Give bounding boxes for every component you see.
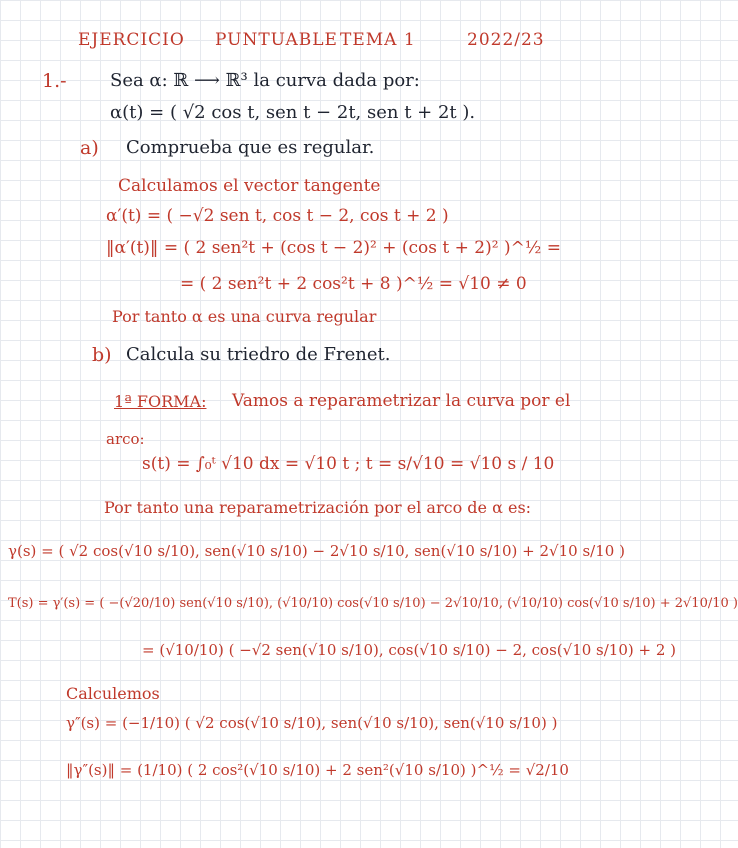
part-a-label: a): [80, 137, 99, 159]
part-b-repar-intro: Por tanto una reparametrización por el arco de α es:: [104, 498, 532, 517]
problem-statement-line-1: Sea α: ℝ ⟶ ℝ³ la curva dada por:: [110, 70, 420, 91]
header-ejercicio: EJERCICIO: [78, 30, 185, 50]
part-b-arclength: s(t) = ∫₀ᵗ √10 dx = √10 t ; t = s/√10 = √10 s / 10: [142, 454, 555, 474]
part-b-second-derivative: γ″(s) = (−1/10) ( √2 cos(√10 s/10), sen(√10 s/10), sen(√10 s/10) ): [66, 714, 558, 732]
part-b-tangent-line-1: T(s) = γ′(s) = ( −(√20/10) sen(√10 s/10), (√10/10) cos(√10 s/10) − 2√10/10, (√10/10) cos(√10 s/10) + 2√10/10 ): [8, 596, 738, 611]
part-a-norm-line-1: ‖α′(t)‖ = ( 2 sen²t + (cos t − 2)² + (cos t + 2)² )^½ =: [106, 238, 561, 258]
part-b-forma-text: Vamos a reparametrizar la curva por el: [232, 391, 571, 411]
header-tema: TEMA 1: [340, 30, 416, 50]
part-a-norm-line-2: = ( 2 sen²t + 2 cos²t + 8 )^½ = √10 ≠ 0: [180, 274, 527, 294]
header-year: 2022/23: [467, 30, 545, 50]
part-a-prompt: Comprueba que es regular.: [126, 137, 375, 158]
problem-number: 1.-: [42, 70, 67, 92]
problem-statement-line-2: α(t) = ( √2 cos t, sen t − 2t, sen t + 2t ).: [110, 102, 476, 123]
part-a-line-1: Calculamos el vector tangente: [118, 176, 381, 196]
part-b-prompt: Calcula su triedro de Frenet.: [126, 344, 391, 365]
part-b-norm-second-derivative: ‖γ″(s)‖ = (1/10) ( 2 cos²(√10 s/10) + 2 sen²(√10 s/10) )^½ = √2/10: [66, 761, 569, 779]
part-b-calc-label: Calculemos: [66, 684, 160, 703]
part-b-gamma: γ(s) = ( √2 cos(√10 s/10), sen(√10 s/10) − 2√10 s/10, sen(√10 s/10) + 2√10 s/10 ): [8, 542, 625, 560]
part-a-conclusion: Por tanto α es una curva regular: [112, 307, 377, 326]
part-b-arco: arco:: [106, 430, 145, 448]
part-a-derivative: α′(t) = ( −√2 sen t, cos t − 2, cos t + 2 ): [106, 206, 449, 226]
header-puntuable: PUNTUABLE: [215, 30, 338, 50]
part-b-label: b): [92, 344, 112, 366]
part-b-forma-label: 1ª FORMA:: [114, 392, 207, 411]
part-b-tangent-line-2: = (√10/10) ( −√2 sen(√10 s/10), cos(√10 s/10) − 2, cos(√10 s/10) + 2 ): [142, 641, 677, 659]
